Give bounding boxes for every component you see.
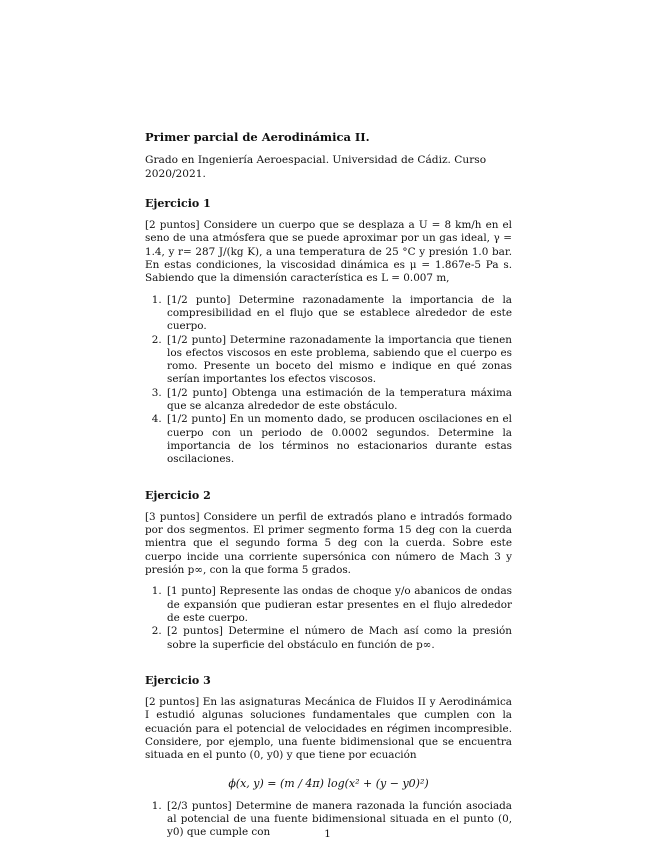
exercise-1-list xyxy=(145,294,512,467)
exercise-2-heading: Ejercicio 2 xyxy=(145,488,211,502)
document-title: Primer parcial de Aerodinámica II. xyxy=(145,130,370,144)
exercise-3-intro: [2 puntos] En las asignaturas Mecánica de Fluidos II y Aerodinámica I estudió algunas soluciones fundamentales que cumplen con la ecuación para el potencial de velocidades en régimen incompresible. Considere, por ejemplo, una fuente bidimensional que se encuentra situada en el punto (0, y0) y que tiene por ecuación xyxy=(145,696,512,762)
page-number: 1 xyxy=(324,828,331,840)
list-item: 2. [1/2 punto] Determine razonadamente la importancia que tienen los efectos viscosos en este problema, sabiendo que el cuerpo es romo. Presente un boceto del mismo e indique en qué zonas serían importantes los efectos viscosos. xyxy=(165,334,512,387)
exercise-1-intro: [2 puntos] Considere un cuerpo que se desplaza a U = 8 km/h en el seno de una atmósfera que se puede aproximar por un gas ideal, γ = 1.4, y r= 287 J/(kg K), a una temperatura de 25 °C y presión 1.0 bar. En estas condiciones, la viscosidad dinámica es μ = 1.867e-5 Pa s. Sabiendo que la dimensión característica es L = 0.007 m, xyxy=(145,219,512,285)
document-page xyxy=(145,131,512,862)
list-item: 2. [2 puntos] Determine el número de Mach así como la presión sobre la superficie del obstáculo en función de p∞. xyxy=(165,625,512,652)
exercise-2-intro: [3 puntos] Considere un perfil de extradós plano e intradós formado por dos segmentos. El primer segmento forma 15 deg con la cuerda mientra que el segundo forma 5 deg con la cuerda. Sobre este cuerpo incide una corriente supersónica con número de Mach 3 y presión p∞, con la que forma 5 grados. xyxy=(145,510,512,577)
list-item: 1. [1/2 punto] Determine razonadamente la importancia de la compresibilidad en el flujo que se establece alrededor de este cuerpo. xyxy=(165,294,512,334)
exercise-2-list xyxy=(145,585,512,651)
document-subtitle: Grado en Ingeniería Aeroespacial. Universidad de Cádiz. Curso 2020/2021. xyxy=(145,154,487,180)
list-item: 4. [1/2 punto] En un momento dado, se producen oscilaciones en el cuerpo con un periodo de 0.0002 segundos. Determine la importancia de los términos no estacionarios durante estas oscilaciones. xyxy=(165,413,512,466)
exercise-1-heading: Ejercicio 1 xyxy=(145,196,211,210)
source-equation: ϕ(x, y) = (m / 4π) log(x² + (y − y0)²) xyxy=(228,776,429,790)
list-item: 3. [1/2 punto] Obtenga una estimación de la temperatura máxima que se alcanza alrededor de este obstáculo. xyxy=(165,387,512,414)
list-item: 1. [1 punto] Represente las ondas de choque y/o abanicos de ondas de expansión que pudieran estar presentes en el flujo alrededor de este cuerpo. xyxy=(165,585,512,625)
exercise-3-heading: Ejercicio 3 xyxy=(145,673,211,687)
list-item: 1. [2/3 puntos] Determine de manera razonada la función asociada al potencial de una fuente bidimensional situada en el punto (0, y0) que cumple con xyxy=(165,800,512,840)
